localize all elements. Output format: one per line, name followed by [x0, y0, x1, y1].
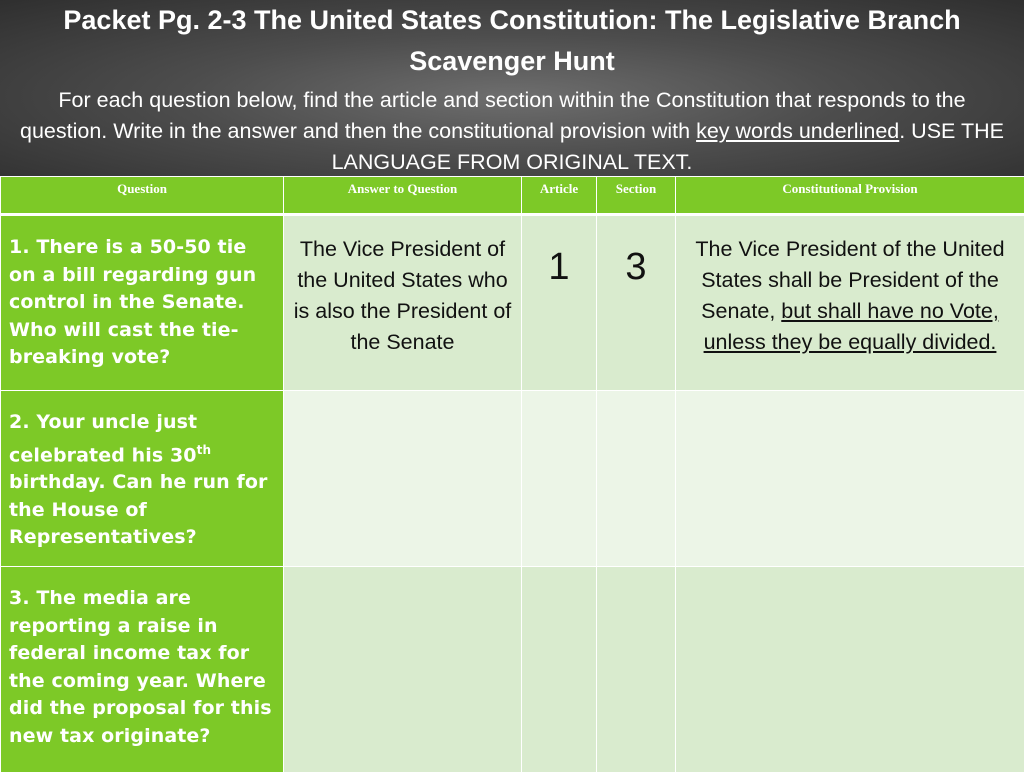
section-cell[interactable]: [597, 567, 676, 773]
provision-cell[interactable]: [676, 567, 1024, 773]
table-header-row: [1, 177, 1024, 215]
table-row: [1, 215, 1024, 391]
header-answer: Answer to Question: [284, 177, 522, 215]
provision-text: The Vice President of the United States shall be President of the Senate,: [695, 237, 1004, 323]
question-cell: [1, 391, 284, 567]
instructions-underlined: key words underlined: [696, 119, 899, 143]
header-question: Question: [1, 177, 284, 215]
question-text: 2. Your uncle just celebrated his 30: [9, 411, 197, 466]
header-provision: Constitutional Provision: [676, 177, 1024, 215]
provision-underlined: but shall have no Vote, unless they be equally divided.: [704, 299, 999, 354]
slide-header: [0, 0, 1024, 176]
provision-cell[interactable]: [676, 391, 1024, 567]
answer-cell[interactable]: The Vice President of the United States who is also the President of the Senate: [284, 215, 522, 391]
answer-cell[interactable]: [284, 391, 522, 567]
instructions: [14, 85, 1010, 178]
provision-cell[interactable]: [676, 215, 1024, 391]
question-superscript: th: [197, 443, 211, 457]
section-cell[interactable]: 3: [597, 215, 676, 391]
instructions-text: For each question below, find the article and section within the Constitution that responds to the question. Write in the answer and then the constitutional provision with: [20, 88, 966, 143]
header-section: Section: [597, 177, 676, 215]
article-cell[interactable]: [522, 391, 597, 567]
answer-cell[interactable]: [284, 567, 522, 773]
section-cell[interactable]: [597, 391, 676, 567]
question-cell: 1. There is a 50-50 tie on a bill regarding gun control in the Senate. Who will cast the tie-breaking vote?: [1, 215, 284, 391]
table-row: [1, 391, 1024, 567]
instructions-text-end: . USE THE LANGUAGE FROM ORIGINAL TEXT.: [332, 119, 1004, 174]
article-cell[interactable]: 1: [522, 215, 597, 391]
slide-title: Packet Pg. 2-3 The United States Constitution: The Legislative Branch Scavenger Hunt: [0, 0, 1024, 82]
question-text-end: birthday. Can he run for the House of Representatives?: [9, 471, 267, 548]
article-cell[interactable]: [522, 567, 597, 773]
header-article: Article: [522, 177, 597, 215]
scavenger-hunt-table: [0, 176, 1024, 773]
question-cell: 3. The media are reporting a raise in federal income tax for the coming year. Where did the proposal for this new tax originate?: [1, 567, 284, 773]
table-row: [1, 567, 1024, 773]
